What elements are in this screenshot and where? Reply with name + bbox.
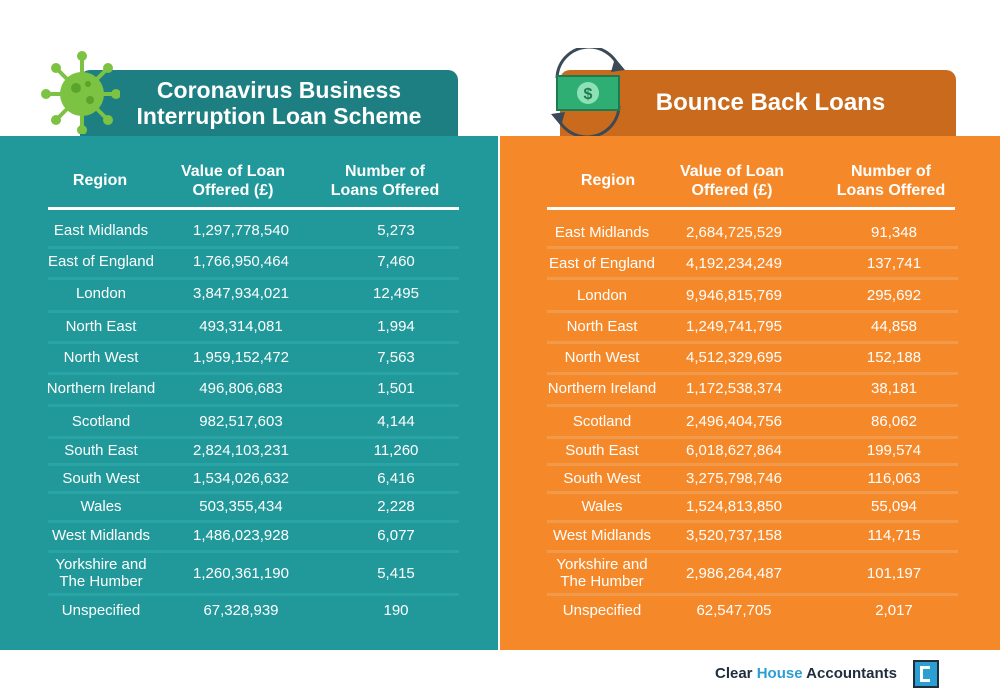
cbils-title-line-2: Interruption Loan Scheme xyxy=(136,103,422,129)
cbils-row-0-number: 5,273 xyxy=(377,221,415,239)
bbl-header-rule xyxy=(547,207,955,210)
cbils-row-9-value: 503,355,434 xyxy=(199,497,283,515)
bbl-row-7-number: 199,574 xyxy=(866,441,922,459)
cbils-row-separator xyxy=(48,550,459,553)
cbils-row-8-value: 1,534,026,632 xyxy=(193,469,289,487)
virus-icon xyxy=(40,48,120,134)
cbils-row-2-number: 12,495 xyxy=(373,284,419,302)
cbils-row-3-region: North East xyxy=(65,317,137,335)
bbl-row-separator xyxy=(547,372,958,375)
cbils-row-separator xyxy=(48,593,459,596)
cbils-header-region: Region xyxy=(72,172,128,189)
cbils-row-4-region: North West xyxy=(63,348,139,366)
cbils-row-10-value: 1,486,023,928 xyxy=(193,526,289,544)
bbl-row-9-number: 55,094 xyxy=(871,497,917,515)
cbils-row-12-region: Unspecified xyxy=(61,601,141,619)
bbl-row-8-value: 3,275,798,746 xyxy=(686,469,782,487)
cbils-row-3-number: 1,994 xyxy=(377,317,415,335)
cbils-row-0-value: 1,297,778,540 xyxy=(193,221,289,239)
cbils-row-7-number: 11,260 xyxy=(373,441,419,459)
brand-part-1: Clear xyxy=(715,665,753,682)
bbl-row-6-region: Scotland xyxy=(572,412,632,430)
cbils-row-separator xyxy=(48,436,459,439)
cbils-row-1-value: 1,766,950,464 xyxy=(193,252,289,270)
bbl-row-1-value: 4,192,234,249 xyxy=(686,254,782,272)
bbl-row-separator xyxy=(547,520,958,523)
bbl-row-3-value: 1,249,741,795 xyxy=(686,317,782,335)
bbl-row-0-number: 91,348 xyxy=(871,223,917,241)
cbils-row-2-value: 3,847,934,021 xyxy=(193,284,289,302)
bbl-row-4-value: 4,512,329,695 xyxy=(686,348,782,366)
bbl-row-4-number: 152,188 xyxy=(866,348,922,366)
cbils-row-8-region: South West xyxy=(62,469,140,487)
cbils-row-separator xyxy=(48,246,459,249)
cbils-row-11-number: 5,415 xyxy=(377,564,415,582)
bbl-row-11-region: Yorkshire and The Humber xyxy=(556,556,648,590)
bbl-row-12-number: 2,017 xyxy=(875,601,913,619)
bbl-row-3-region: North East xyxy=(566,317,638,335)
cbils-row-4-number: 7,563 xyxy=(377,348,415,366)
bbl-row-separator xyxy=(547,550,958,553)
cbils-row-8-number: 6,416 xyxy=(377,469,415,487)
bbl-row-separator xyxy=(547,593,958,596)
cbils-row-4-value: 1,959,152,472 xyxy=(193,348,289,366)
bbl-row-2-region: London xyxy=(576,286,628,304)
bbl-row-11-number: 101,197 xyxy=(866,564,922,582)
bbl-row-5-value: 1,172,538,374 xyxy=(686,379,782,397)
bbl-row-10-value: 3,520,737,158 xyxy=(686,526,782,544)
cbils-row-0-region: East Midlands xyxy=(53,221,149,239)
brand-logo-icon xyxy=(913,660,939,688)
cbils-row-6-region: Scotland xyxy=(71,412,131,430)
bbl-row-separator xyxy=(547,341,958,344)
bbl-row-separator xyxy=(547,404,958,407)
cbils-row-5-number: 1,501 xyxy=(377,379,415,397)
cbils-header-number: Number of Loans Offered xyxy=(330,163,440,199)
cbils-row-7-region: South East xyxy=(64,441,138,459)
cbils-row-9-region: Wales xyxy=(80,497,122,515)
cbils-row-separator xyxy=(48,520,459,523)
bbl-row-8-number: 116,063 xyxy=(867,469,921,487)
bounce-back-title: Bounce Back Loans xyxy=(655,89,886,116)
bbl-row-1-number: 137,741 xyxy=(866,254,922,272)
cbils-row-6-number: 4,144 xyxy=(377,412,415,430)
cbils-title-line-1: Coronavirus Business xyxy=(156,77,402,103)
cbils-row-11-region: Yorkshire and The Humber xyxy=(55,556,147,590)
svg-text:$: $ xyxy=(583,86,593,103)
bbl-row-2-value: 9,946,815,769 xyxy=(686,286,782,304)
cbils-title-banner xyxy=(80,70,458,136)
cbils-row-2-region: London xyxy=(75,284,127,302)
cbils-row-5-region: Northern Ireland xyxy=(46,379,156,397)
cbils-row-separator xyxy=(48,491,459,494)
brand-part-2: House xyxy=(756,665,803,682)
cbils-header-rule xyxy=(48,207,459,210)
cbils-row-separator xyxy=(48,341,459,344)
bbl-row-6-value: 2,496,404,756 xyxy=(686,412,782,430)
cbils-row-11-value: 1,260,361,190 xyxy=(193,564,289,582)
bbl-row-separator xyxy=(547,463,958,466)
bbl-row-9-region: Wales xyxy=(581,497,623,515)
bbl-header-value: Value of Loan Offered (£) xyxy=(679,163,784,199)
cbils-row-5-value: 496,806,683 xyxy=(199,379,283,397)
bbl-row-separator xyxy=(547,436,958,439)
bbl-row-12-region: Unspecified xyxy=(562,601,642,619)
bbl-row-separator xyxy=(547,491,958,494)
cbils-row-3-value: 493,314,081 xyxy=(199,317,283,335)
money-exchange-icon xyxy=(545,48,631,136)
bbl-row-7-region: South East xyxy=(565,441,639,459)
cbils-row-7-value: 2,824,103,231 xyxy=(193,441,289,459)
bbl-row-6-number: 86,062 xyxy=(871,412,917,430)
bbl-row-5-region: Northern Ireland xyxy=(547,379,657,397)
cbils-row-separator xyxy=(48,463,459,466)
bbl-row-12-value: 62,547,705 xyxy=(696,601,772,619)
cbils-row-6-value: 982,517,603 xyxy=(199,412,283,430)
bbl-row-5-number: 38,181 xyxy=(871,379,917,397)
cbils-row-12-number: 190 xyxy=(383,601,409,619)
bbl-row-1-region: East of England xyxy=(549,254,655,272)
cbils-header-value: Value of Loan Offered (£) xyxy=(180,163,285,199)
bbl-row-10-number: 114,715 xyxy=(867,526,921,544)
cbils-row-1-number: 7,460 xyxy=(377,252,415,270)
bbl-row-4-region: North West xyxy=(564,348,640,366)
bbl-header-number: Number of Loans Offered xyxy=(836,163,946,199)
cbils-row-separator xyxy=(48,404,459,407)
bbl-row-8-region: South West xyxy=(563,469,641,487)
bbl-row-separator xyxy=(547,310,958,313)
bbl-row-9-value: 1,524,813,850 xyxy=(686,497,782,515)
footer-brand xyxy=(715,665,897,682)
bbl-row-2-number: 295,692 xyxy=(866,286,922,304)
bbl-row-0-value: 2,684,725,529 xyxy=(686,223,782,241)
cbils-row-10-number: 6,077 xyxy=(377,526,415,544)
cbils-row-10-region: West Midlands xyxy=(51,526,151,544)
bbl-row-10-region: West Midlands xyxy=(552,526,652,544)
cbils-row-separator xyxy=(48,310,459,313)
bbl-row-7-value: 6,018,627,864 xyxy=(686,441,782,459)
bbl-row-0-region: East Midlands xyxy=(554,223,650,241)
bbl-header-region: Region xyxy=(580,172,636,189)
bbl-row-3-number: 44,858 xyxy=(871,317,917,335)
cbils-row-12-value: 67,328,939 xyxy=(203,601,279,619)
cbils-row-9-number: 2,228 xyxy=(377,497,415,515)
cbils-row-1-region: East of England xyxy=(48,252,154,270)
cbils-row-separator xyxy=(48,277,459,280)
cbils-row-separator xyxy=(48,372,459,375)
brand-part-3: Accountants xyxy=(806,665,898,682)
bbl-row-separator xyxy=(547,277,958,280)
bbl-row-11-value: 2,986,264,487 xyxy=(686,564,782,582)
bbl-row-separator xyxy=(547,246,958,249)
